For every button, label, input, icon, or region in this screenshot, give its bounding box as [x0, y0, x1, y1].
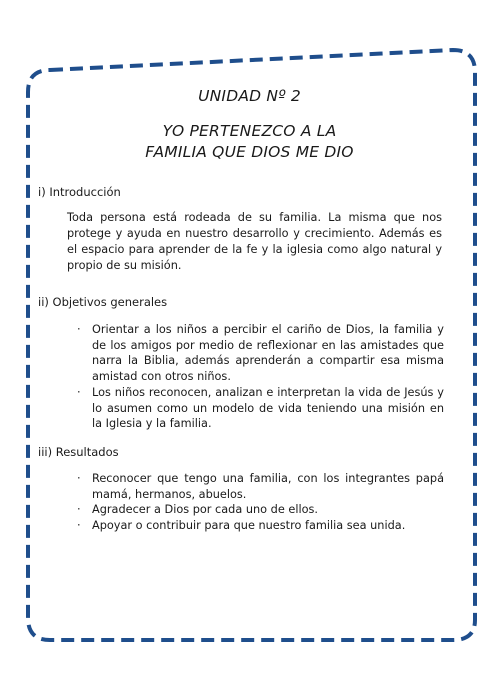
list-item: [72, 322, 444, 385]
list-item: [72, 518, 444, 534]
main-title-line-1: YO PERTENEZCO A LA: [162, 122, 337, 140]
bullet-icon: ·: [77, 323, 81, 336]
bullet-icon: ·: [77, 472, 81, 485]
list-item: [72, 502, 444, 518]
list-item-text: Orientar a los niños a percibir el cariño de Dios, la familia y de los amigos por medio de reflexionar en las amistades que narra la Biblia, además aprenderán a compartir esa misma amistad con otros niños.: [92, 323, 444, 384]
intro-paragraph: Toda persona está rodeada de su familia. La misma que nos protege y ayuda en nuestro desarrollo y crecimiento. Además es el espacio para aprender de la fe y la iglesia como algo natural y propio de su misión.: [67, 211, 442, 272]
list-item: [72, 385, 444, 432]
list-item: [72, 471, 444, 502]
results-list: [72, 471, 444, 534]
section-heading-results: iii) Resultados: [38, 445, 119, 459]
section-heading-objectives: ii) Objetivos generales: [38, 295, 168, 309]
section-heading-intro: i) Introducción: [38, 185, 121, 199]
list-item-text: Agradecer a Dios por cada uno de ellos.: [92, 503, 319, 517]
bullet-icon: ·: [77, 519, 81, 533]
bullet-icon: ·: [77, 385, 81, 399]
list-item-text: Apoyar o contribuir para que nuestro familia sea unida.: [92, 519, 406, 533]
list-item-text: Los niños reconocen, analizan e interpretan la vida de Jesús y lo asumen como un modelo de vida teniendo una misión en la Iglesia y la familia.: [92, 385, 444, 431]
objectives-list: [72, 322, 444, 432]
unit-title: UNIDAD Nº 2: [198, 87, 301, 105]
list-item-text: Reconocer que tengo una familia, con los integrantes papá mamá, hermanos, abuelos.: [92, 472, 444, 501]
bullet-icon: ·: [77, 503, 81, 517]
main-title-line-2: FAMILIA QUE DIOS ME DIO: [145, 143, 354, 161]
